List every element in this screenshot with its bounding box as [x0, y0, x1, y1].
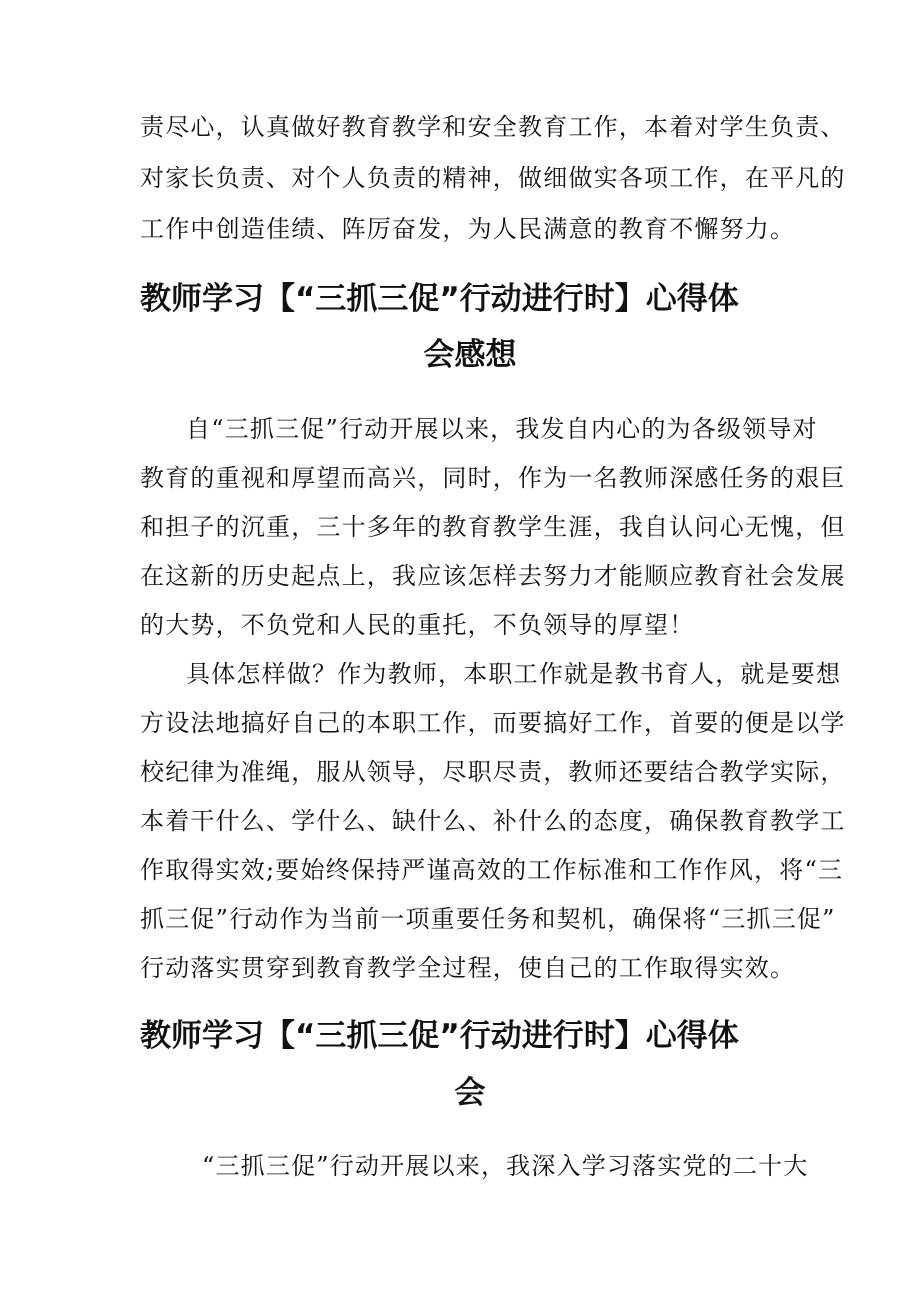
section1-paragraph2-line6: 抓三促”行动作为当前一项重要任务和契机，确保将“三抓三促”	[140, 905, 836, 933]
section1-paragraph1-line2: 教育的重视和厚望而高兴，同时，作为一名教师深感任务的艰巨	[140, 464, 846, 492]
section1-paragraph2-line3: 校纪律为准绳，服从领导，尽职尽责，教师还要结合教学实际，	[140, 758, 846, 786]
section1-paragraph2-line7: 行动落实贯穿到教育教学全过程，使自己的工作取得实效。	[140, 954, 796, 982]
section1-paragraph1-line4: 在这新的历史起点上，我应该怎样去努力才能顺应教育社会发展	[140, 562, 846, 590]
section1-paragraph1-line5: 的大势，不负党和人民的重托，不负领导的厚望！	[140, 611, 695, 639]
intro-line-2: 对家长负责、对个人负责的精神，做细做实各项工作，在平凡的	[140, 164, 846, 192]
section1-paragraph2-line5: 作取得实效;要始终保持严谨高效的工作标准和工作作风，将“三	[140, 856, 844, 884]
section1-paragraph1-line1: 自“三抓三促”行动开展以来，我发自内心的为各级领导对	[186, 415, 818, 443]
section1-paragraph2-line4: 本着干什么、学什么、缺什么、补什么的态度，确保教育教学工	[140, 807, 846, 835]
intro-line-1: 责尽心，认真做好教育教学和安全教育工作，本着对学生负责、	[140, 113, 846, 141]
intro-line-3: 工作中创造佳绩、阵厉奋发，为人民满意的教育不懈努力。	[140, 215, 796, 243]
section1-title-line1: 教师学习【“三抓三促”行动进行时】心得体	[140, 281, 739, 317]
section1-paragraph1-line3: 和担子的沉重，三十多年的教育教学生涯，我自认问心无愧，但	[140, 513, 846, 541]
section1-paragraph2-line1: 具体怎样做？作为教师，本职工作就是教书育人，就是要想	[186, 660, 842, 688]
section2-paragraph1-line1: “三抓三促”行动开展以来，我深入学习落实党的二十大	[202, 1152, 809, 1180]
section2-title-line1: 教师学习【“三抓三促”行动进行时】心得体	[140, 1018, 739, 1054]
section2-title-line2: 会	[454, 1075, 486, 1111]
section1-title-line2: 会感想	[423, 337, 517, 373]
section1-paragraph2-line2: 方设法地搞好自己的本职工作，而要搞好工作，首要的便是以学	[140, 709, 846, 737]
